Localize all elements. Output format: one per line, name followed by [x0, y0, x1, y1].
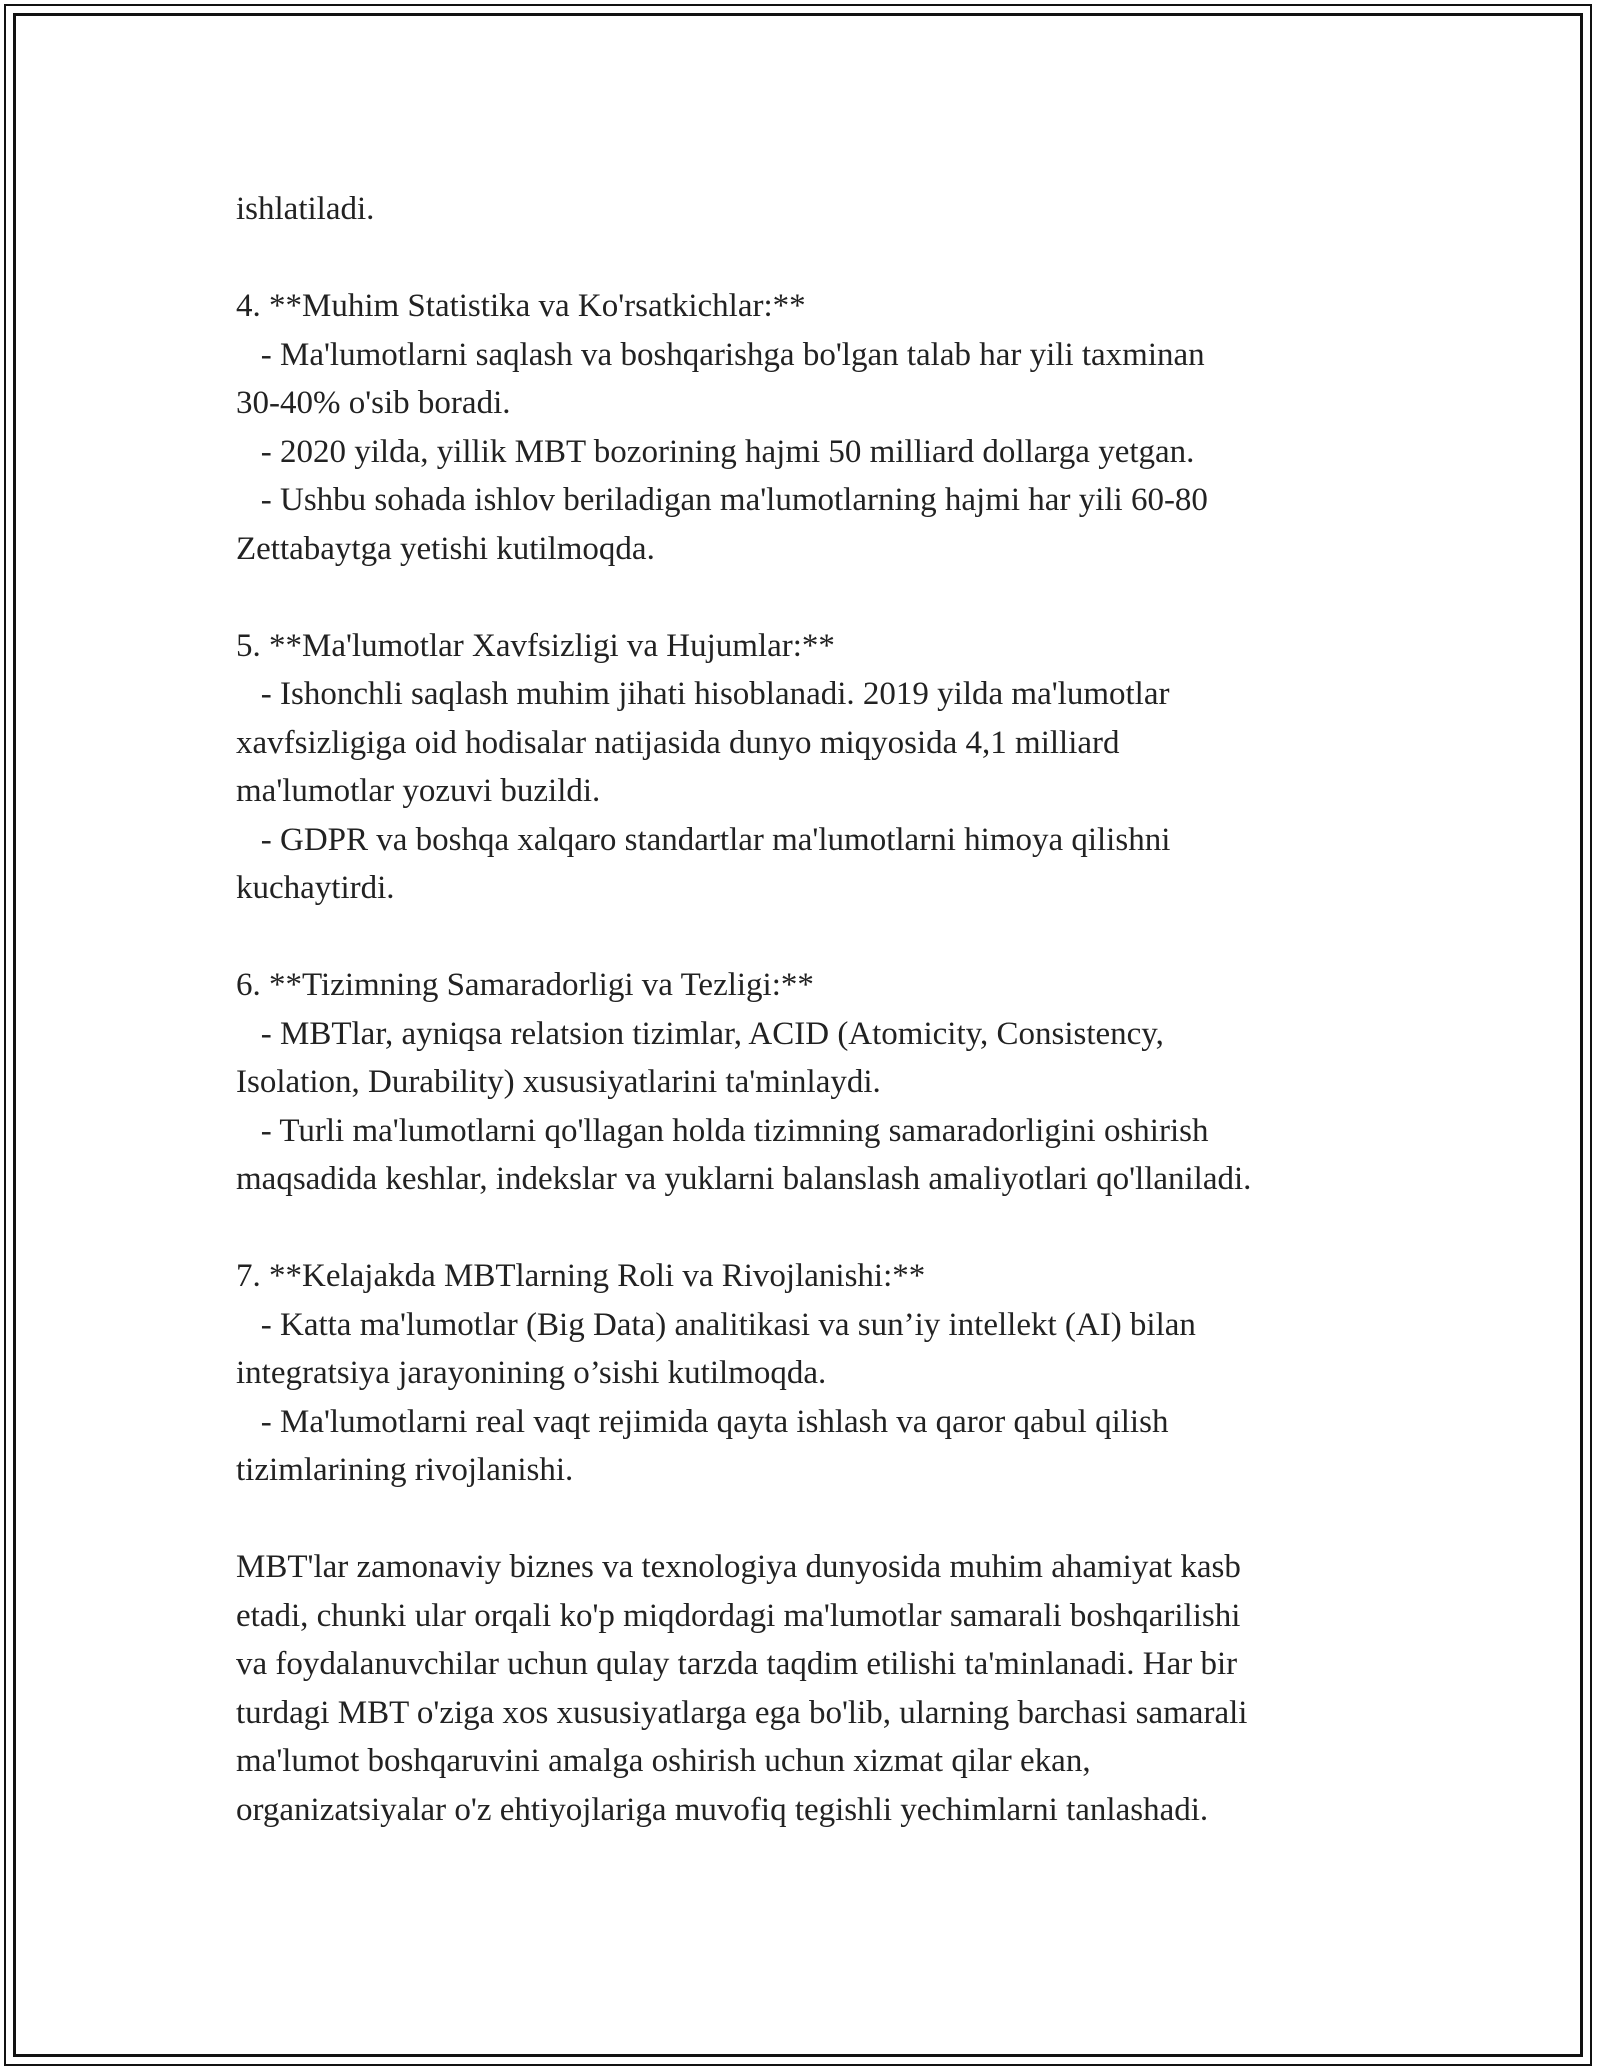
text-line: 30-40% o'sib boradi.	[236, 385, 511, 421]
section-heading: 6. **Tizimning Samaradorligi va Tezligi:**	[236, 967, 814, 1003]
text-line: ishlatiladi.	[236, 191, 375, 227]
section-heading: 4. **Muhim Statistika va Ko'rsatkichlar:**	[236, 288, 806, 324]
document-body	[236, 185, 1436, 1834]
text-line: - 2020 yilda, yillik MBT bozorining hajmi 50 milliard dollarga yetgan.	[236, 433, 1195, 470]
section-6	[236, 961, 1436, 1204]
text-line: - MBTlar, ayniqsa relatsion tizimlar, ACID (Atomicity, Consistency,	[236, 1015, 1164, 1052]
section-4	[236, 282, 1436, 573]
paragraph-intro-tail	[236, 185, 1436, 234]
text-line: ma'lumotlar yozuvi buzildi.	[236, 773, 601, 809]
text-line: ma'lumot boshqaruvini amalga oshirish uchun xizmat qilar ekan,	[236, 1743, 1091, 1779]
text-line: Zettabaytga yetishi kutilmoqda.	[236, 530, 655, 567]
text-line: - GDPR va boshqa xalqaro standartlar ma'lumotlarni himoya qilishni	[236, 821, 1171, 858]
paragraph-spacer	[236, 1204, 1436, 1253]
text-line: organizatsiyalar o'z ehtiyojlariga muvofiq tegishli yechimlarni tanlashadi.	[236, 1791, 1209, 1828]
section-heading: 5. **Ma'lumotlar Xavfsizligi va Hujumlar:**	[236, 627, 835, 664]
text-line: etadi, chunki ular orqali ko'p miqdordagi ma'lumotlar samarali boshqarilishi	[236, 1597, 1241, 1634]
text-line: integratsiya jarayonining o’sishi kutilmoqda.	[236, 1355, 827, 1391]
text-line: maqsadida keshlar, indekslar va yuklarni balanslash amaliyotlari qo'llaniladi.	[236, 1161, 1252, 1197]
text-line: - Turli ma'lumotlarni qo'llagan holda tizimning samaradorligini oshirish	[236, 1112, 1209, 1149]
text-line: xavfsizligiga oid hodisalar natijasida dunyo miqyosida 4,1 milliard	[236, 724, 1120, 761]
text-line: turdagi MBT o'ziga xos xususiyatlarga ega bo'lib, ularning barchasi samarali	[236, 1694, 1248, 1731]
paragraph-spacer	[236, 234, 1436, 283]
text-line: va foydalanuvchilar uchun qulay tarzda taqdim etilishi ta'minlanadi. Har bir	[236, 1646, 1238, 1682]
paragraph-spacer	[236, 913, 1436, 962]
text-line: Isolation, Durability) xususiyatlarini ta'minlaydi.	[236, 1064, 881, 1100]
section-heading: 7. **Kelajakda MBTlarning Roli va Rivojlanishi:**	[236, 1258, 926, 1294]
section-7	[236, 1252, 1436, 1495]
paragraph-spacer	[236, 1495, 1436, 1544]
text-line: tizimlarining rivojlanishi.	[236, 1452, 574, 1488]
text-line: kuchaytirdi.	[236, 870, 395, 906]
text-line: - Ma'lumotlarni saqlash va boshqarishga bo'lgan talab har yili taxminan	[236, 336, 1205, 373]
section-5	[236, 622, 1436, 913]
text-line: - Ishonchli saqlash muhim jihati hisoblanadi. 2019 yilda ma'lumotlar	[236, 676, 1170, 712]
text-line: - Ma'lumotlarni real vaqt rejimida qayta ishlash va qaror qabul qilish	[236, 1403, 1169, 1440]
text-line: MBT'lar zamonaviy biznes va texnologiya dunyosida muhim ahamiyat kasb	[236, 1549, 1241, 1585]
paragraph-spacer	[236, 573, 1436, 622]
text-line: - Katta ma'lumotlar (Big Data) analitikasi va sun’iy intellekt (AI) bilan	[236, 1306, 1196, 1343]
text-line: - Ushbu sohada ishlov beriladigan ma'lumotlarning hajmi har yili 60-80	[236, 482, 1208, 518]
conclusion-paragraph	[236, 1543, 1436, 1834]
